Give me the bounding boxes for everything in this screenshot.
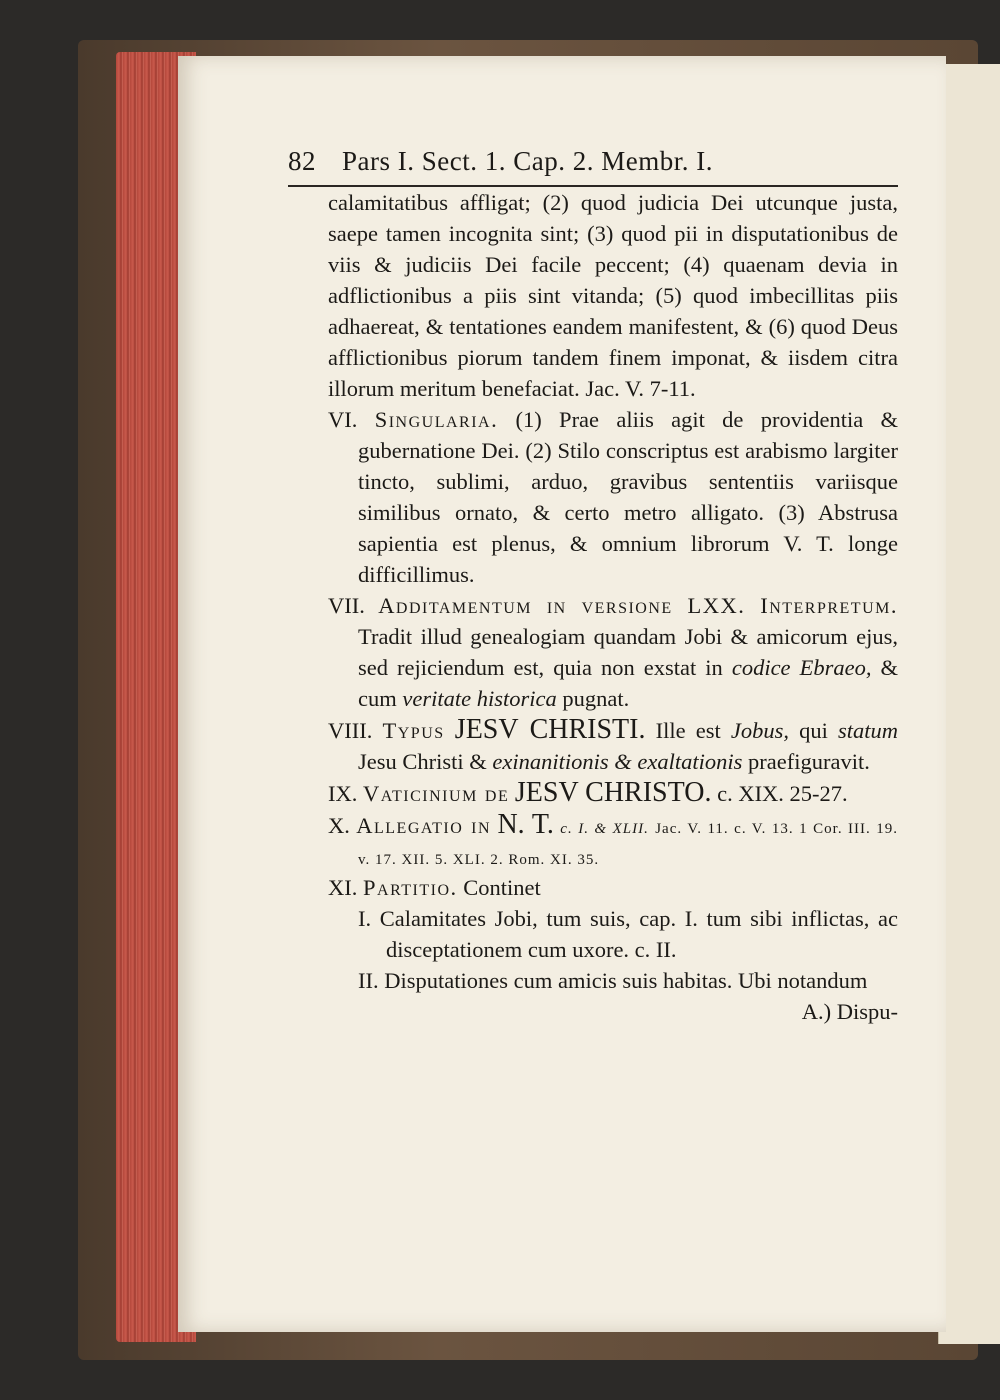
list-item-text: Calamitates Jobi, tum suis, cap. I. tum sibi inflictas, ac disceptationem cum uxore. c. II. — [379, 906, 899, 962]
section-heading: Allegatio in — [356, 813, 492, 838]
list-item-number: I. — [358, 906, 372, 931]
list-item-text: Disputationes cum amicis suis habitas. Ubi notandum — [384, 968, 868, 993]
section-vi — [328, 404, 898, 590]
partition-list — [328, 903, 898, 996]
section-italic: codice Ebraeo, — [731, 655, 872, 680]
section-heading-large: N. T. — [497, 809, 554, 840]
section-text: Jesu Christi & — [358, 749, 487, 774]
section-heading: Typus — [382, 718, 445, 743]
section-heading-large: JESV CHRISTO. — [514, 777, 712, 808]
facing-page-edge — [938, 64, 1000, 1344]
section-heading: Partitio. — [363, 875, 458, 900]
section-text: & cum — [358, 655, 899, 711]
section-numeral: VII. — [328, 593, 365, 618]
section-text: Ille est — [655, 718, 721, 743]
section-italic: veritate historica — [402, 686, 557, 711]
running-head — [288, 146, 898, 187]
section-italic: Jobus, — [730, 718, 789, 743]
running-title: Pars I. Sect. 1. Cap. 2. Membr. I. — [342, 146, 713, 176]
intro-paragraph: calamitatibus affligat; (2) quod judicia Dei utcunque justa, saepe tamen incognita sint; (3) quod pii in disputationibus de viis & judiciis Dei facile peccent; (4) quaenam devia in adflictionibus a piis sint vitanda; (5) quod imbecillitas piis adhaereat, & tentationes eandem manifestent, & (6) quod Deus afflictionibus piorum tandem finem imponat, & iisdem citra illorum meritum benefaciat. Jac. V. 7-11. — [328, 190, 898, 401]
section-numeral: XI. — [328, 875, 358, 900]
section-references: c. I. & XLII. — [560, 821, 649, 837]
section-numeral: X. — [328, 813, 350, 838]
section-xi — [328, 872, 898, 903]
section-numeral: VIII. — [328, 718, 373, 743]
section-numeral: VI. — [328, 407, 358, 432]
page-body — [328, 187, 898, 1027]
section-text: Tradit illud genealogiam quandam Jobi & amicorum ejus, sed rejiciendum est, quia non exstat in — [358, 624, 898, 680]
section-vii — [328, 590, 898, 714]
section-text: Continet — [463, 875, 541, 900]
section-heading-large: JESV CHRISTI. — [454, 714, 646, 745]
section-text: (1) Prae aliis agit de providentia & gubernatione Dei. (2) Stilo conscriptus est arabismo largiter tincto, sublimi, arduo, gravibus sententiis variisque similibus ornato, & certo metro alligato. (3) Abstrusa sapientia est plenus, & omnium librorum V. T. longe difficillimus. — [358, 407, 899, 587]
section-text: pugnat. — [562, 686, 630, 711]
section-text: qui — [799, 718, 828, 743]
section-viii — [328, 714, 898, 777]
section-heading: Vaticinium de — [363, 781, 510, 806]
book-page — [178, 56, 946, 1332]
section-italic: statum — [838, 718, 899, 743]
page-content — [288, 146, 899, 1027]
section-x — [328, 809, 898, 872]
section-heading: Singularia. — [374, 407, 499, 432]
page-number: 82 — [288, 146, 316, 176]
section-ix — [328, 777, 898, 809]
list-item-number: II. — [358, 968, 379, 993]
section-references: Jac. V. 11. c. V. 13. 1 Cor. III. 19. v. 17. XII. 5. XLI. 2. Rom. XI. 35. — [358, 821, 899, 868]
section-italic: exinanitionis & exaltationis — [492, 749, 743, 774]
section-heading: Additamentum in versione LXX. Interpretum. — [378, 593, 898, 618]
section-text: c. XIX. 25-27. — [717, 781, 848, 806]
section-text: praefiguravit. — [748, 749, 870, 774]
catchword: A.) Dispu- — [801, 999, 898, 1024]
list-item — [328, 965, 898, 996]
list-item — [328, 903, 898, 965]
section-numeral: IX. — [328, 781, 358, 806]
